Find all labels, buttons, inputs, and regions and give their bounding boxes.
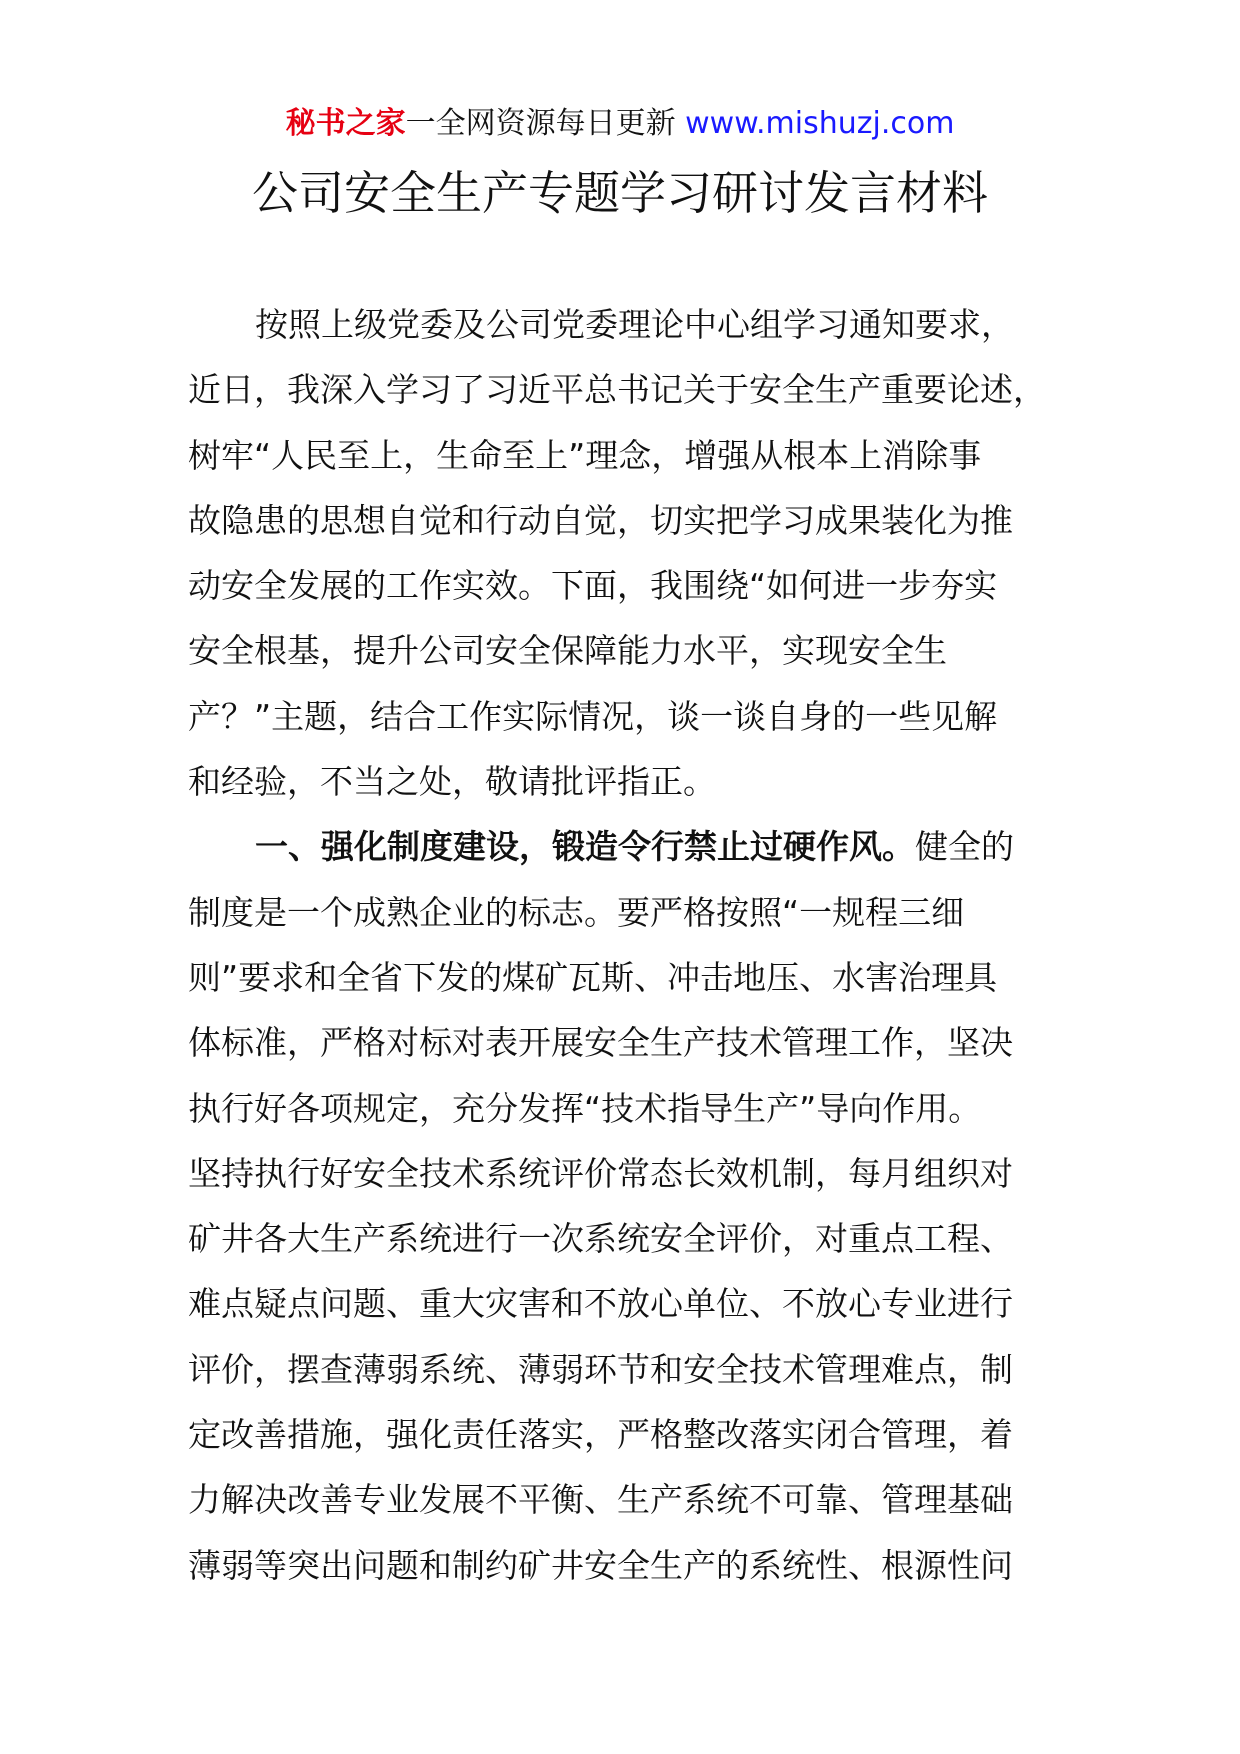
paragraph-line: 评价，摆查薄弱系统、薄弱环节和安全技术管理难点，制 [188,1349,1013,1389]
document-title: 公司安全生产专题学习研讨发言材料 [252,166,988,220]
brand-name: 秘书之家 [285,106,406,141]
paragraph-line: 体标准，严格对标对表开展安全生产技术管理工作，坚决 [188,1023,1013,1063]
paragraph-line: 定改善措施，强化责任落实，严格整改落实闭合管理，着 [188,1415,1013,1455]
document-body [188,292,1068,1598]
paragraph-line: 安全根基，提升公司安全保障能力水平，实现安全生 [188,631,947,671]
paragraph-line: 力解决改善专业发展不平衡、生产系统不可靠、管理基础 [188,1480,1013,1520]
paragraph-line: 薄弱等突出问题和制约矿井安全生产的系统性、根源性问 [188,1545,1013,1585]
paragraph-line: 产？”主题，结合工作实际情况，谈一谈自身的一些见解 [188,696,998,736]
paragraph-line: 按照上级党委及公司党委理论中心组学习通知要求， [255,305,1014,344]
paragraph-line: 和经验，不当之处，敬请批评指正。 [188,762,716,802]
section-one-heading: 一、强化制度建设，锻造令行禁止过硬作风。 [255,827,915,867]
section-one-text: 健全的 [915,827,1014,867]
paragraph-line: 矿井各大生产系统进行一次系统安全评价，对重点工程、 [188,1219,1013,1259]
paragraph-line: 制度是一个成熟企业的标志。要严格按照“一规程三细 [188,892,965,932]
paragraph-line: 坚持执行好安全技术系统评价常态长效机制，每月组织对 [188,1153,1013,1193]
paragraph-line: 难点疑点问题、重大灾害和不放心单位、不放心专业进行 [188,1284,1013,1324]
site-header [0,104,1240,144]
paragraph-line: 则”要求和全省下发的煤矿瓦斯、冲击地压、水害治理具 [188,957,998,997]
paragraph-line: 近日，我深入学习了习近平总书记关于安全生产重要论述， [188,370,1046,410]
paragraph-line: 故隐患的思想自觉和行动自觉，切实把学习成果装化为推 [188,500,1013,540]
section-heading-line [188,814,1068,879]
paragraph-line: 树牢“人民至上，生命至上”理念，增强从根本上消除事 [188,435,982,475]
header-slogan: 一全网资源每日更新 [405,106,686,141]
site-url-link[interactable]: www.mishuzj.com [685,106,955,141]
paragraph-line: 动安全发展的工作实效。下面，我围绕“如何进一步夯实 [188,566,998,606]
paragraph-line: 执行好各项规定，充分发挥“技术指导生产”导向作用。 [188,1088,982,1128]
